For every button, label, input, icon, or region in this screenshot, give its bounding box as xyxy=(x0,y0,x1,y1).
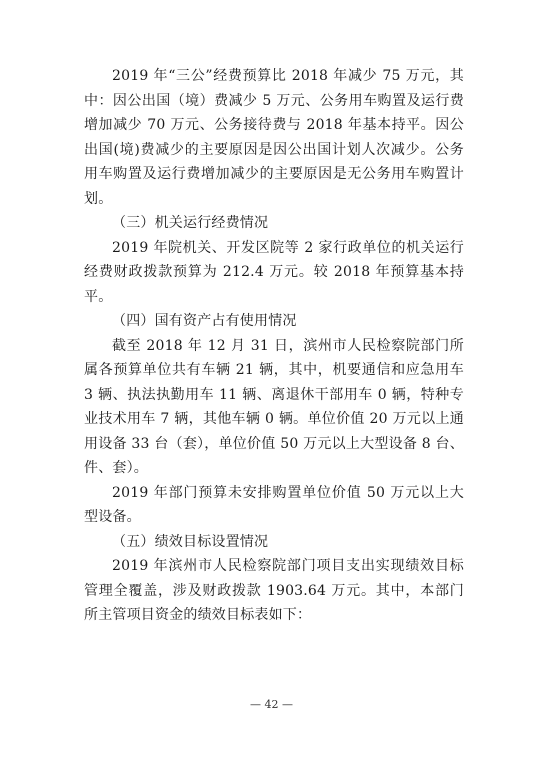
section-heading-state-assets: （四）国有资产占有使用情况 xyxy=(112,313,297,329)
paragraph-state-assets: 截至 2018 年 12 月 31 日，滨州市人民检察院部门所属各预算单位共有车辆 21 辆，其中，机要通信和应急用车 3 辆、执法执勤用车 11 辆、离退休干部用车 0 辆，特种专业技术用车 7 辆，其他车辆 0 辆。单位价值 20 万元以上通用设备 33 台（套），单位价值 50 万元以上大型设备 8 台、件、套）。 xyxy=(84,337,464,476)
page-number: — 42 — xyxy=(250,698,293,711)
section-heading-performance-goals: （五）绩效目标设置情况 xyxy=(112,533,269,550)
paragraph-operating-funds: 2019 年院机关、开发区院等 2 家行政单位的机关运行经费财政拨款预算为 212.4 万元。较 2018 年预算基本持平。 xyxy=(84,239,464,305)
section-heading-operating-funds: （三）机关运行经费情况 xyxy=(112,215,269,231)
paragraph-three-public-funds: 2019 年“三公”经费预算比 2018 年减少 75 万元，其中：因公出国（境）费减少 5 万元、公务用车购置及运行费增加减少 70 万元、公务接待费与 2018 年基本持平。因公出国(境)费减少的主要原因是因公出国计划人次减少。公务用车购置及运行费增加减少的主要原因是无公务用车购置计划。 xyxy=(84,68,464,207)
paragraph-performance-goals: 2019 年滨州市人民检察院部门项目支出实现绩效目标管理全覆盖，涉及财政拨款 1903.64 万元。其中，本部门所主管项目资金的绩效目标表如下： xyxy=(84,558,464,623)
paragraph-equipment-purchase: 2019 年部门预算未安排购置单位价值 50 万元以上大型设备。 xyxy=(84,484,464,525)
document-body xyxy=(84,64,464,628)
